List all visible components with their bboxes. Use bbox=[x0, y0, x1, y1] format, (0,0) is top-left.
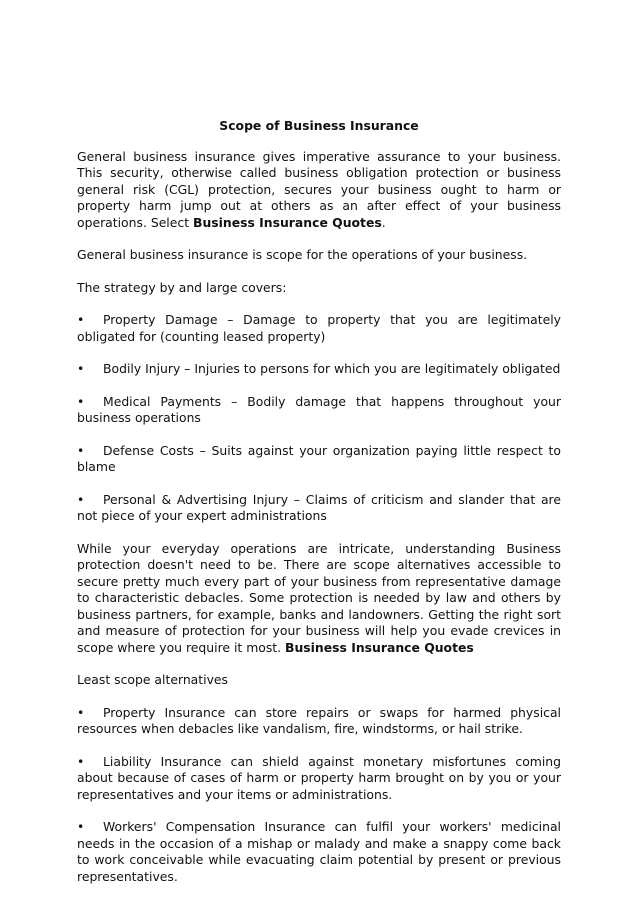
intro-text: General business insurance gives imperative assurance to your business. This security, otherwise called business obligation protection or business general risk (CGL) protection, secures your business ought to harm or property harm jump out at others as an after effect of your business operations. Select bbox=[77, 148, 561, 230]
intro-paragraph bbox=[77, 149, 561, 232]
scope-paragraph: General business insurance is scope for the operations of your business. bbox=[77, 247, 528, 262]
strategy-paragraph: The strategy by and large covers: bbox=[77, 279, 287, 295]
bullet-icon: • bbox=[77, 442, 85, 458]
bullet-icon: • bbox=[77, 819, 85, 834]
cover-item-text: Bodily Injury – Injuries to persons for which you are legitimately obligated bbox=[103, 361, 561, 376]
alternative-item bbox=[77, 819, 561, 885]
intro-end: . bbox=[381, 214, 386, 230]
cover-item bbox=[77, 394, 561, 427]
alternative-item-text: Property Insurance can store repairs or swaps for harmed physical resources when debacles like vandalism, fire, windstorms, or hail strike. bbox=[77, 704, 561, 736]
intro-link-business-insurance-quotes: Business Insurance Quotes bbox=[193, 214, 382, 230]
alternative-item bbox=[77, 754, 561, 804]
cover-item bbox=[77, 492, 561, 525]
bullet-icon: • bbox=[77, 753, 85, 769]
document-title: Scope of Business Insurance bbox=[219, 118, 419, 133]
bullet-icon: • bbox=[77, 491, 85, 507]
cover-item-text: Property Damage – Damage to property that you are legitimately obligated for (counting leased property) bbox=[77, 312, 561, 344]
cover-item-text: Defense Costs – Suits against your organization paying little respect to blame bbox=[77, 442, 561, 474]
cover-item-text: Personal & Advertising Injury – Claims of criticism and slander that are not piece of your expert administrations bbox=[77, 491, 561, 523]
while-paragraph bbox=[77, 541, 561, 657]
cover-item bbox=[77, 443, 561, 476]
bullet-icon: • bbox=[77, 393, 85, 409]
bullet-icon: • bbox=[77, 361, 85, 376]
cover-item bbox=[77, 312, 561, 345]
document-page bbox=[77, 118, 561, 901]
while-text: While your everyday operations are intricate, understanding Business protection doesn't need to be. There are scope alternatives accessible to secure pretty much every part of your business from representative damage to characteristic debacles. Some protection is needed by law and others by business partners, for example, banks and landowners. Getting the right sort and measure of protection for your business will help you evade crevices in scope where you require it most. bbox=[77, 540, 561, 655]
alternative-item-text: Workers' Compensation Insurance can fulfil your workers' medicinal needs in the occasion of a mishap or malady and make a snappy come back to work conceivable while evacuating claim potential by present or previous representatives. bbox=[77, 819, 561, 884]
alternative-item-text: Liability Insurance can shield against monetary misfortunes coming about because of cases of harm or property harm brought on by you or your representatives and your items or administrations. bbox=[77, 753, 561, 802]
bullet-icon: • bbox=[77, 312, 85, 327]
cover-item-text: Medical Payments – Bodily damage that happens throughout your business operations bbox=[77, 393, 561, 425]
bullet-icon: • bbox=[77, 704, 85, 720]
least-scope-heading: Least scope alternatives bbox=[77, 672, 228, 687]
alternative-item bbox=[77, 705, 561, 738]
cover-item bbox=[77, 361, 561, 378]
while-link-business-insurance-quotes: Business Insurance Quotes bbox=[285, 639, 474, 655]
